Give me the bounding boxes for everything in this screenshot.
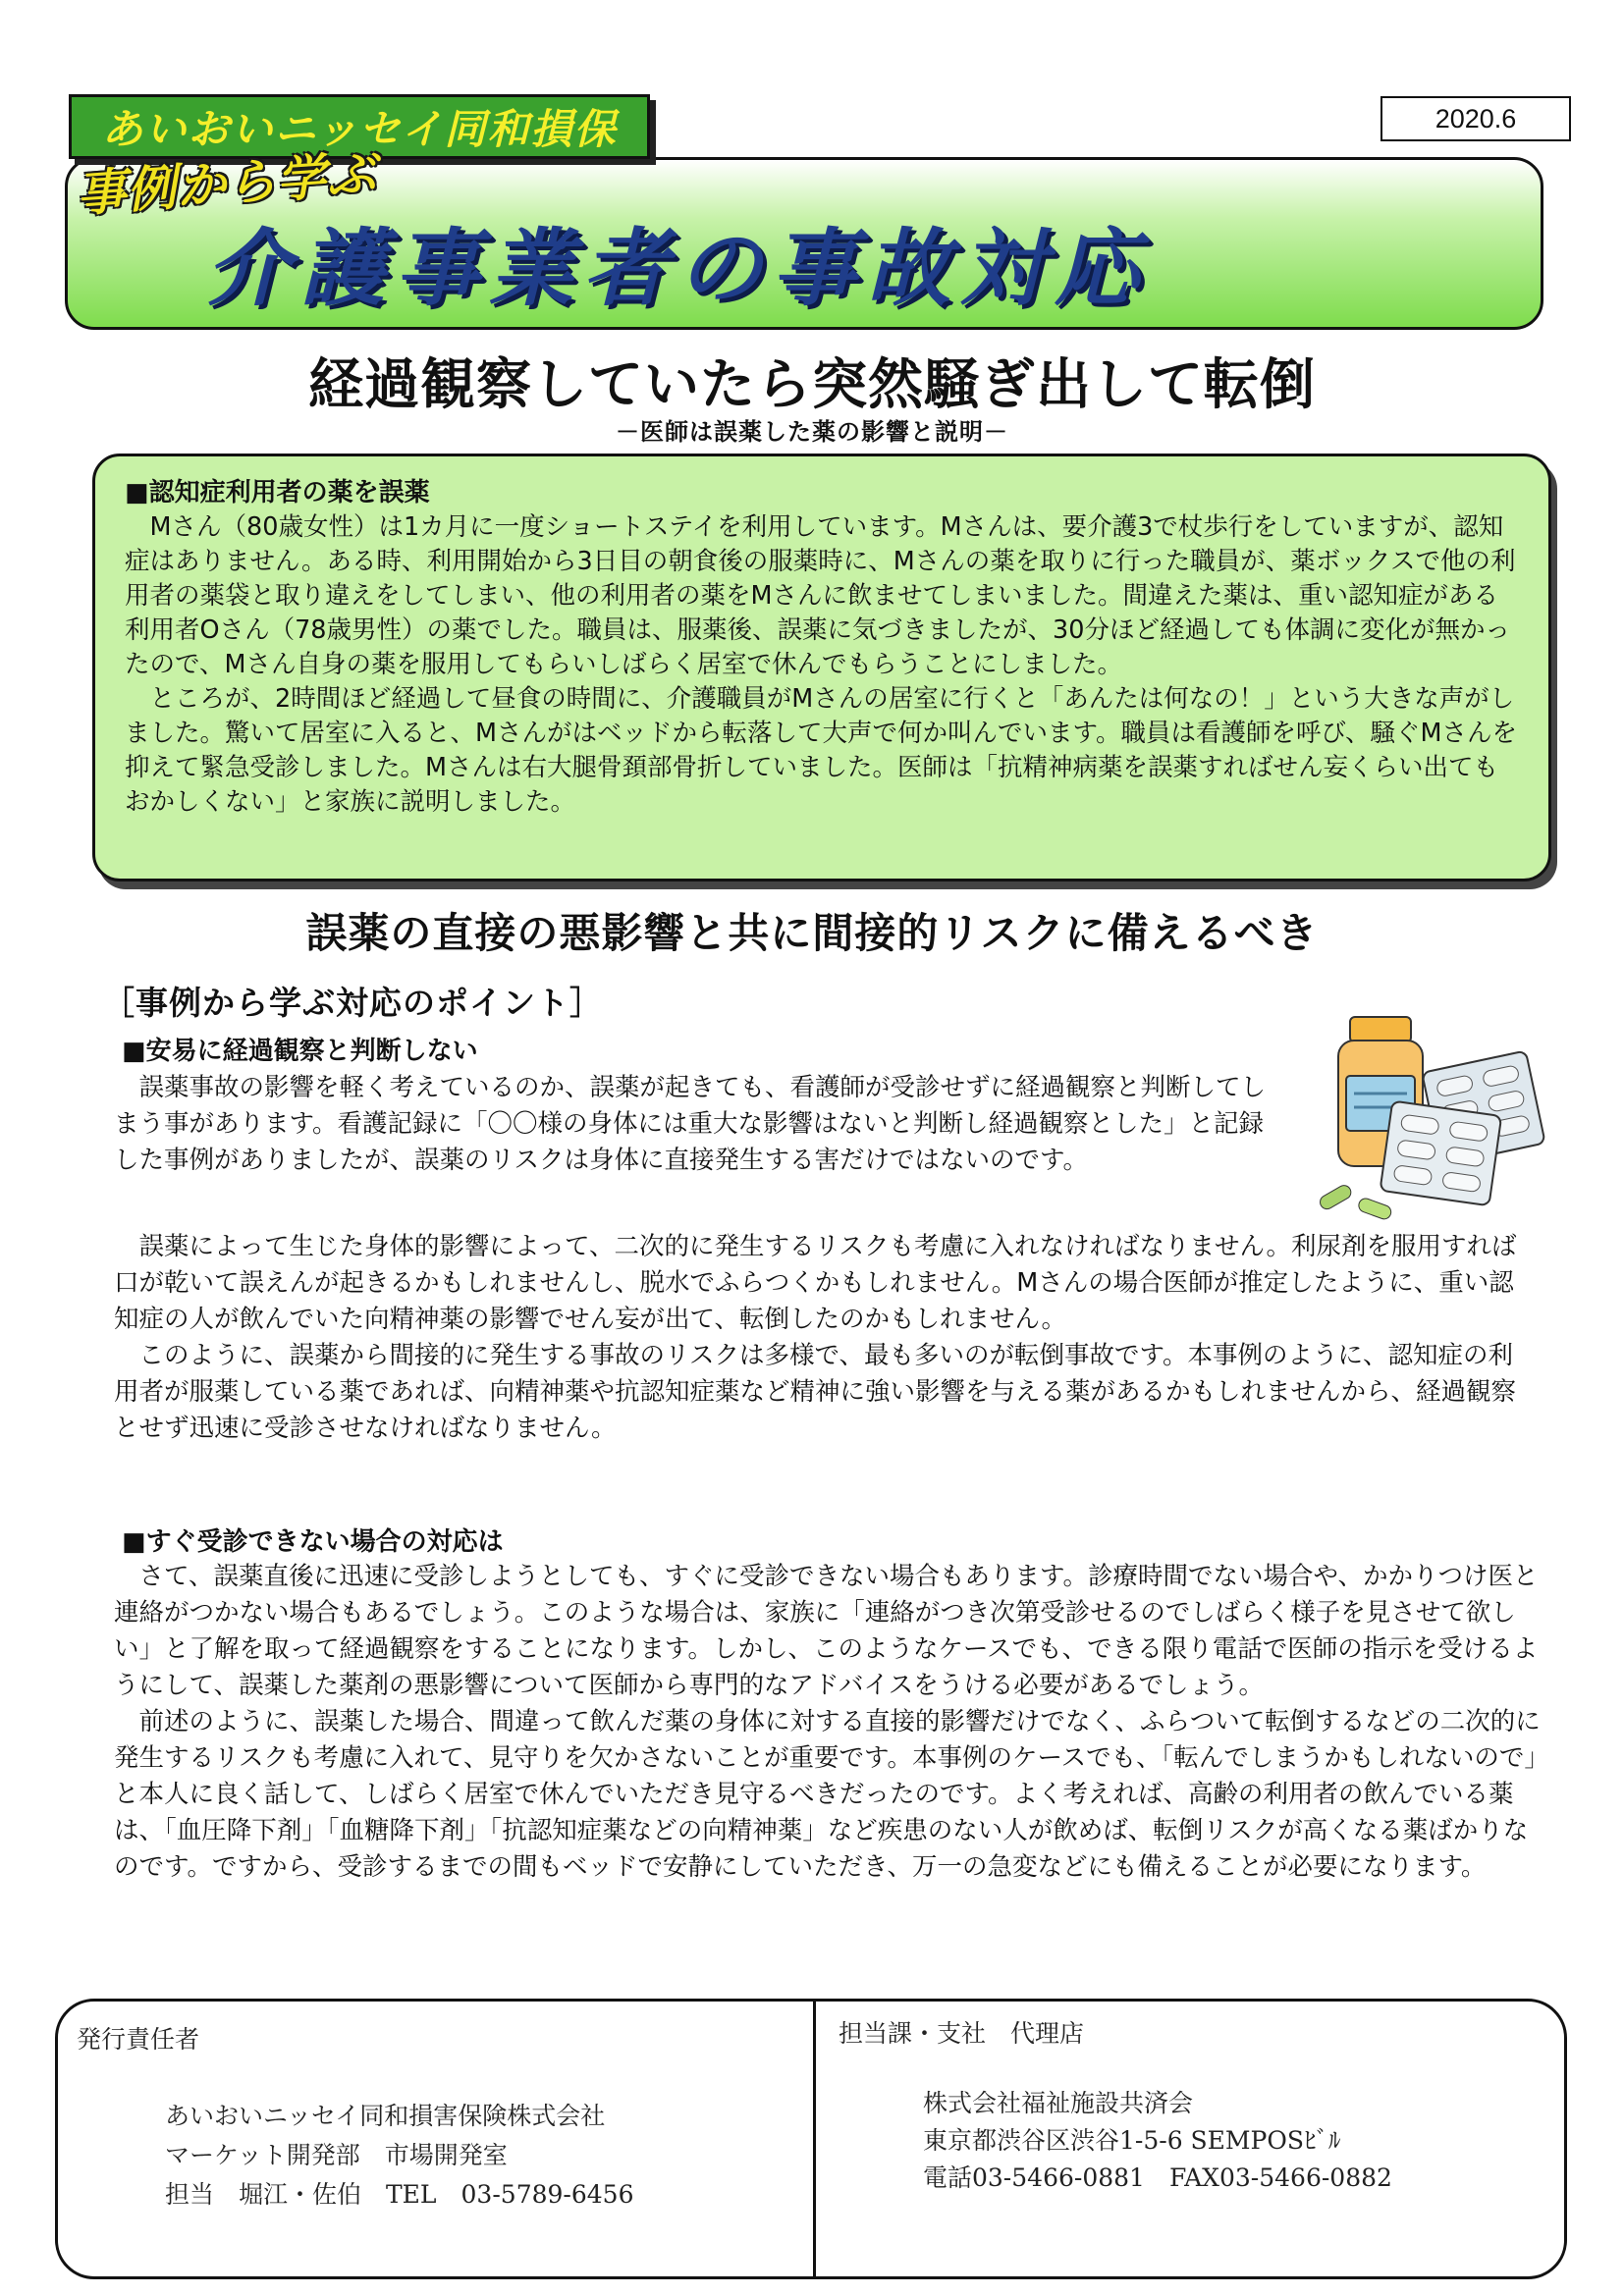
case-paragraph-1: Mさん（80歳女性）は1カ月に一度ショートステイを利用しています。Mさんは、要介護3で杖歩行をしていますが、認知症はありません。ある時、利用開始から3日目の朝食後の服薬時に、Mさんの薬を取りに行った職員が、薬ボックスで他の利用者の薬袋と取り違えをしてしまい、他の利用者の薬をMさんに飲ませてしまいました。間違えた薬は、重い認知症がある利用者Oさん（78歳男性）の薬でした。職員は、服薬後、誤薬に気づきましたが、30分ほど経過しても体調に変化が無かったので、Mさん自身の薬を服用してもらいしばらく居室で休んでもらうことにしました。 [125,512,1516,679]
footer-divider [813,1999,816,2279]
case-paragraph-2: ところが、2時間ほど経過して昼食の時間に、介護職員がMさんの居室に行くと「あんたは何なの！」という大きな声がしました。驚いて居室に入ると、Mさんがはベッドから転落して大声で何か叫んでいます。職員は看護師を呼び、騒ぐMさんを抑えて緊急受診しました。Mさんは右大腿骨頚部骨折していました。医師は「抗精神病薬を誤薬すればせん妄くらい出てもおかしくない」と家族に説明しました。 [125,684,1517,817]
section-title: 誤薬の直接の悪影響と共に間接的リスクに備えるべき [305,909,1319,957]
banner-title: 介護事業者の事故対応 [206,220,1149,318]
issuer-info [165,2097,633,2215]
case-subtitle: －医師は誤薬した薬の影響と説明－ [616,418,1008,446]
point2-paragraph-1: さて、誤薬直後に迅速に受診しようとしても、すぐに受診できない場合もあります。診療時間でない場合や、かかりつけ医と連絡がつかない場合もあるでしょう。このような場合は、家族に「連絡がつき次第受診せるのでしばらく様子を見させて欲しい」と了解を取って経過観察をすることになります。しかし、このようなケースでも、できる限り電話で医師の指示を受けるようにして、誤薬した薬剤の悪影響について医師から専門的なアドバイスをうける必要があるでしょう。 [114,1562,1539,1700]
agent-phone: 電話03-5466-0881 FAX03-5466-0882 [923,2163,1392,2192]
issuer-department: マーケット開発部 市場開発室 [165,2141,508,2169]
point1-body-continued [114,1229,1518,1447]
point1-paragraph-1: 誤薬事故の影響を軽く考えているのか、誤薬が起きても、看護師が受診せずに経過観察と判断してしまう事があります。看護記録に「〇〇様の身体には重大な影響はないと判断し経過観察とした」と記録した事例がありましたが、誤薬のリスクは身体に直接発生する害だけではないのです。 [114,1073,1267,1175]
company-label: あいおいニッセイ同和損保 [69,94,650,159]
medicine-illustration-icon [1311,999,1566,1225]
point2-body [114,1559,1547,1886]
issue-date: 2020.6 [1380,96,1571,141]
issuer-label: 発行責任者 [77,2025,200,2054]
points-heading: ［事例から学ぶ対応のポイント］ [102,984,603,1022]
case-title: 経過観察していたら突然騒ぎ出して転倒 [308,353,1316,417]
point1-paragraph-3: このように、誤薬から間接的に発生する事故のリスクは多様で、最も多いのが転倒事故です。本事例のように、認知症の利用者が服薬している薬であれば、向精神薬や抗認知症薬など精神に強い影響を与える薬があるかもしれませんから、経過観察とせず迅速に受診させなければなりません。 [114,1341,1517,1443]
agent-info [923,2085,1392,2197]
agent-address: 東京都渋谷区渋谷1-5-6 SEMPOSﾋﾞﾙ [923,2126,1341,2155]
agent-label: 担当課・支社 代理店 [839,2019,1085,2048]
banner-subtitle: 事例から学ぶ [75,144,379,223]
issuer-company: あいおいニッセイ同和損害保険株式会社 [165,2102,606,2130]
point1-heading: ■安易に経過観察と判断しない [122,1037,478,1066]
point1-paragraph-2: 誤薬によって生じた身体的影響によって、二次的に発生するリスクも考慮に入れなければなりません。利尿剤を服用すれば口が乾いて誤えんが起きるかもしれませんし、脱水でふらつくかもしれません。Mさんの場合医師が推定したように、重い認知症の人が飲んでいた向精神薬の影響でせん妄が出て、転倒したのかもしれません。 [114,1232,1517,1334]
point2-heading: ■すぐ受診できない場合の対応は [122,1527,504,1557]
point2-paragraph-2: 前述のように、誤薬した場合、間違って飲んだ薬の身体に対する直接的影響だけでなく、ふらついて転倒するなどの二次的に発生するリスクも考慮に入れて、見守りを欠かさないことが重要です。本事例のケースでも、「転んでしまうかもしれないので」と本人に良く話して、しばらく居室で休んでいただき見守るべきだったのです。よく考えれば、高齢の利用者の飲んでいる薬は、「血圧降下剤」「血糖降下剤」「抗認知症薬などの向精神薬」など疾患のない人が飲めば、転倒リスクが高くなる薬ばかりなのです。ですから、受診するまでの間もベッドで安静にしていただき、万一の急変などにも備えることが必要になります。 [114,1707,1541,1882]
case-box-heading: ■認知症利用者の薬を誤薬 [125,478,430,507]
case-description-box [92,454,1551,881]
point1-body [114,1070,1272,1179]
agent-company: 株式会社福祉施設共済会 [923,2089,1194,2117]
issuer-contact: 担当 堀江・佐伯 TEL 03-5789-6456 [165,2180,634,2209]
